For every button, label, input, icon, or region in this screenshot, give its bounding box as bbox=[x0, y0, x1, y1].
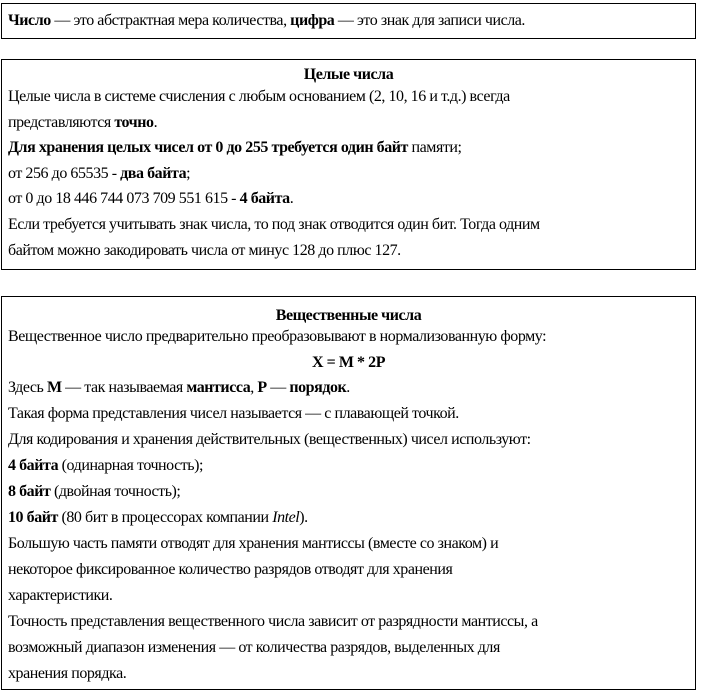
integers-line-2 bbox=[8, 113, 157, 133]
integers-line-4-b: два байта bbox=[120, 165, 187, 182]
integers-line-3 bbox=[8, 138, 462, 158]
reals-formula: X = M * 2P bbox=[311, 354, 386, 371]
reals-line-5: Для кодирования и хранения действительных (вещественных) чисел используют: bbox=[8, 431, 531, 448]
reals-line-8-a: 10 байт bbox=[8, 509, 58, 526]
reals-line-7-a: 8 байт bbox=[8, 483, 51, 500]
reals-line-8-d: ). bbox=[299, 509, 308, 526]
term-number: Число bbox=[8, 12, 51, 29]
integers-line-5 bbox=[8, 189, 293, 209]
reals-line-6-b: (одинарная точность); bbox=[58, 457, 204, 474]
reals-box bbox=[1, 296, 696, 690]
reals-line-14: хранения порядка. bbox=[8, 665, 127, 682]
reals-line-8 bbox=[8, 508, 308, 528]
integers-title: Целые числа bbox=[303, 66, 394, 83]
reals-line-11: характеристики. bbox=[8, 587, 113, 604]
definition-box bbox=[1, 3, 696, 39]
integers-line-2-b: точно bbox=[114, 114, 154, 131]
reals-line-6-a: 4 байта bbox=[8, 457, 59, 474]
integers-line-6: Если требуется учитывать знак числа, то под знак отводится один бит. Тогда одним bbox=[8, 216, 540, 233]
reals-line-10: некоторое фиксированное количество разрядов отводят для хранения bbox=[8, 561, 453, 578]
integers-line-2-c: . bbox=[153, 114, 158, 131]
integers-line-4-a: от 256 до 65535 - bbox=[8, 165, 121, 182]
definition-text-2: — это знак для записи числа. bbox=[334, 12, 525, 29]
reals-line-3-g: — bbox=[266, 379, 290, 396]
term-digit: цифра bbox=[290, 12, 335, 29]
integers-box bbox=[1, 59, 696, 270]
reals-line-1: Вещественное число предварительно преобразовывают в нормализованную форму: bbox=[8, 328, 547, 345]
integers-line-1: Целые числа в системе счисления с любым основанием (2, 10, 16 и т.д.) всегда bbox=[8, 88, 510, 105]
definition-line bbox=[8, 11, 525, 31]
reals-line-8-b: (80 бит в процессорах компании bbox=[57, 509, 273, 526]
integers-line-5-a: от 0 до 18 446 744 073 709 551 615 - bbox=[8, 190, 240, 207]
integers-line-3-e: памяти; bbox=[407, 139, 462, 156]
reals-line-3-i: . bbox=[346, 379, 350, 396]
reals-line-13: возможный диапазон изменения — от количества разрядов, выделенных для bbox=[8, 639, 500, 656]
reals-line-7 bbox=[8, 482, 180, 502]
reals-line-6 bbox=[8, 456, 203, 476]
integers-line-4 bbox=[8, 164, 190, 184]
definition-text-1: — это абстрактная мера количества, bbox=[50, 12, 291, 29]
reals-line-7-b: (двойная точность); bbox=[50, 483, 181, 500]
integers-line-3-b: от 0 до 255 bbox=[197, 139, 268, 156]
integers-line-3-d: один байт bbox=[340, 139, 408, 156]
integers-line-7: байтом можно закодировать числа от минус 128 до плюс 127. bbox=[8, 242, 401, 259]
reals-line-12: Точность представления вещественного числа зависит от разрядности мантиссы, а bbox=[8, 613, 538, 630]
reals-line-3-e: , bbox=[250, 379, 258, 396]
reals-line-3-f: Р bbox=[257, 379, 267, 396]
reals-title: Вещественные числа bbox=[275, 307, 422, 324]
integers-line-4-c: ; bbox=[186, 165, 191, 182]
reals-line-3 bbox=[8, 378, 350, 398]
integers-line-2-a: представляются bbox=[8, 114, 115, 131]
integers-line-5-c: . bbox=[289, 190, 294, 207]
integers-line-5-b: 4 байта bbox=[239, 190, 290, 207]
reals-line-3-d: мантисса bbox=[186, 379, 251, 396]
integers-line-3-c: требуется bbox=[267, 139, 341, 156]
reals-line-9: Большую часть памяти отводят для хранения мантиссы (вместе со знаком) и bbox=[8, 535, 499, 552]
reals-line-3-b: М bbox=[46, 379, 62, 396]
reals-line-3-c: — так называемая bbox=[61, 379, 187, 396]
reals-line-8-c: Intel bbox=[272, 509, 300, 526]
reals-line-4: Такая форма представления чисел называется — с плавающей точкой. bbox=[8, 405, 459, 422]
integers-line-3-a: Для хранения целых чисел bbox=[8, 139, 198, 156]
reals-line-3-h: порядок bbox=[289, 379, 347, 396]
reals-line-3-a: Здесь bbox=[8, 379, 47, 396]
